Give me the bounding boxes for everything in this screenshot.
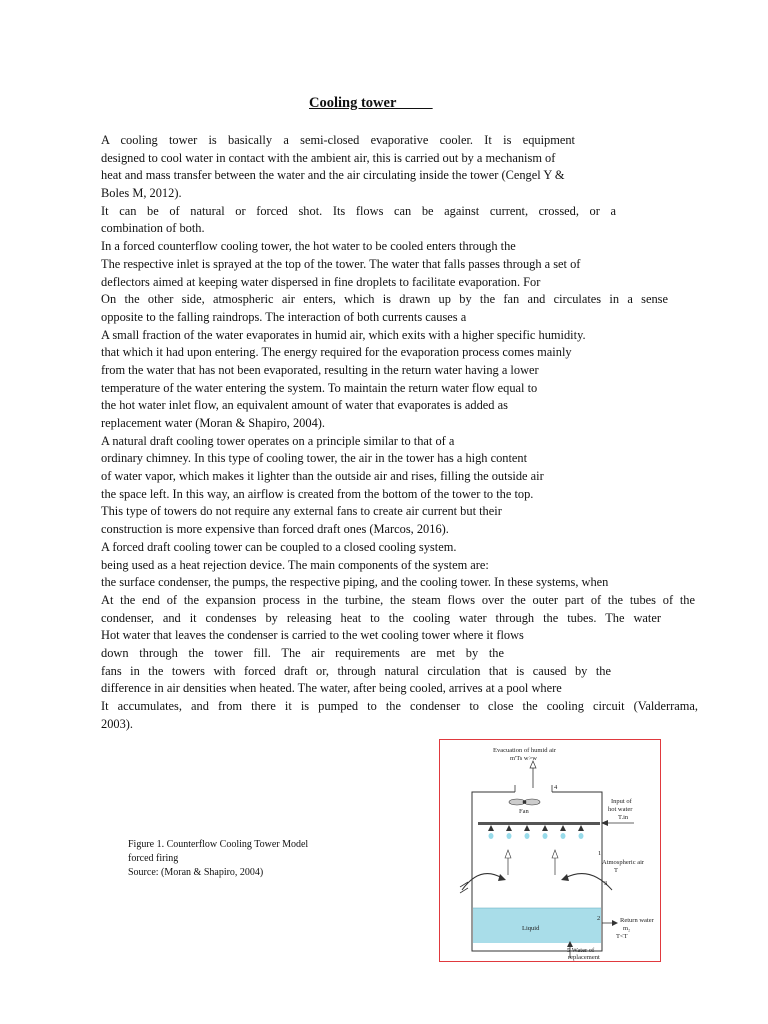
return-label-1: Return water [620,917,654,924]
paragraph-line: difference in air densities when heated. The water, after being cooled, arrives at a pool where [101,681,562,696]
point-4-label: 4 [554,784,558,791]
liquid-label: Liquid [522,925,540,932]
point-3-label: 3 [604,880,608,887]
paragraph-line: A small fraction of the water evaporates in humid air, which exits with a higher specific humidity. [101,327,586,342]
paragraph-line: deflectors aimed at keeping water dispersed in fine droplets to facilitate evaporation. For [101,274,541,289]
paragraph-line: the space left. In this way, an airflow is created from the bottom of the tower to the top. [101,486,534,501]
paragraph-line: It can be of natural or forced shot. Its flows can be against current, crossed, or a [101,203,616,218]
fan-label: Fan [519,808,529,815]
figure-caption [128,838,388,880]
paragraph-line: This type of towers do not require any external fans to create air current but their [101,504,502,519]
paragraph-line: At the end of the expansion process in the turbine, the steam flows over the outer part of the tubes of the [101,592,695,607]
paragraph-line: heat and mass transfer between the water and the air circulating inside the tower (Cengel Y & [101,168,565,183]
paragraph-line: of water vapor, which makes it lighter than the outside air and rises, filling the outside air [101,469,544,484]
paragraph-line: opposite to the falling raindrops. The interaction of both currents causes a [101,309,467,324]
return-label-3: T<T [616,933,628,940]
paragraph-line: condenser, and it condenses by releasing heat to the cooling water through the tubes. The water [101,610,661,625]
cooling-tower-figure [439,739,661,962]
point-2-label: 2 [597,915,601,922]
input-label-1: Input of [611,798,632,805]
paragraph-line: replacement water (Moran & Shapiro, 2004). [101,416,325,430]
paragraph-line: 2003). [101,716,134,731]
input-temp: T.in [618,814,629,821]
caption-line-2: forced firing [128,853,179,864]
paragraph-line: A forced draft cooling tower can be coupled to a closed cooling system. [101,539,457,554]
paragraph-line: being used as a heat rejection device. The main components of the system are: [101,557,489,572]
paragraph-line: combination of both. [101,221,205,236]
evacuation-sub: m'Ts w>w [510,755,537,762]
paragraph-line: the surface condenser, the pumps, the respective piping, and the cooling tower. In these systems, when [101,575,609,590]
evacuation-label: Evacuation of humid air [493,747,556,754]
page-title: Cooling tower [309,95,433,111]
atm-sub: T [614,867,618,874]
input-label-2: hot water [608,806,633,813]
body-text [101,132,698,733]
paragraph-line: Hot water that leaves the condenser is carried to the wet cooling tower where it flows [101,628,524,643]
caption-line-3: Source: (Moran & Shapiro, 2004) [128,867,264,878]
paragraph-line: In a forced counterflow cooling tower, the hot water to be cooled enters through the [101,239,516,254]
paragraph-line: It accumulates, and from there it is pumped to the condenser to close the cooling circuit (Valderrama, [101,699,698,713]
paragraph-line: construction is more expensive than forced draft ones (Marcos, 2016). [101,522,449,537]
paragraph-line: ordinary chimney. In this type of cooling tower, the air in the tower has a high content [101,451,528,466]
paragraph-line: designed to cool water in contact with the ambient air, this is carried out by a mechanism of [101,150,556,165]
caption-line-1: Figure 1. Counterflow Cooling Tower Model [128,839,309,850]
spray-header [478,822,600,825]
water-spray [489,833,584,839]
makeup-label-2: replacement [568,954,600,961]
cooling-tower-diagram [440,740,660,961]
spray-nozzles [488,825,584,831]
air-intake-left [462,874,502,890]
paragraph-line: Boles M, 2012). [101,186,182,201]
fan-icon [509,799,525,805]
paragraph-line: from the water that has not been evaporated, resulting in the return water having a lower [101,362,539,377]
return-label-2: m₂ [623,925,631,932]
paragraph-line: temperature of the water entering the system. To maintain the return water flow equal to [101,380,538,395]
point-1-label: 1 [598,850,602,857]
paragraph-line: down through the tower fill. The air requirements are met by the [101,645,504,660]
atm-label: Atmospheric air [602,859,645,866]
paragraph-line: A cooling tower is basically a semi-closed evaporative cooler. It is equipment [101,133,575,147]
paragraph-line: fans in the towers with forced draft or, through natural circulation that is caused by the [101,663,611,678]
paragraph-line: the hot water inlet flow, an equivalent amount of water that evaporates is added as [101,398,508,413]
makeup-label-1: 5 Water of [567,947,595,954]
paragraph-line: that which it had upon entering. The energy required for the evaporation process comes mainly [101,345,572,360]
paragraph-line: A natural draft cooling tower operates on a principle similar to that of a [101,433,455,448]
paragraph-line: On the other side, atmospheric air enters, which is drawn up by the fan and circulates in a sense [101,292,668,307]
paragraph-line: The respective inlet is sprayed at the top of the tower. The water that falls passes through a set of [101,256,581,271]
